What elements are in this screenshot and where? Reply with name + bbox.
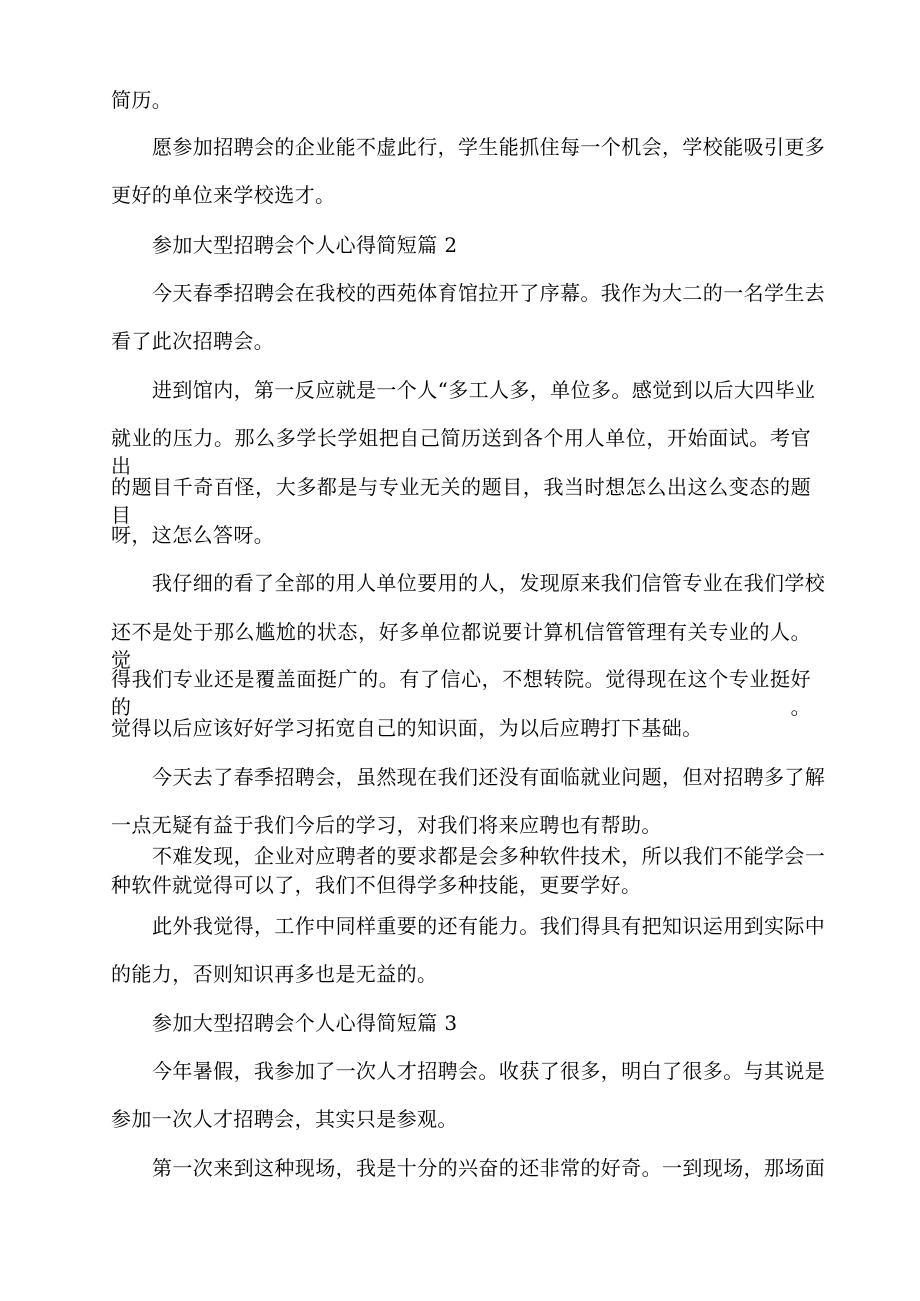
paragraph-line: 今年暑假，我参加了一次人才招聘会。收获了很多，明白了很多。与其说是 <box>152 1059 826 1083</box>
text-line: 还不是处于那么尴尬的状态，好多单位都说要计算机信管管理有关专业的人。觉 <box>111 620 811 672</box>
paragraph-line: 第一次来到这种现场，我是十分的兴奋的还非常的好奇。一到现场，那场面 <box>152 1156 826 1180</box>
text-line: 的题目千奇百怪，大多都是与专业无关的题目，我当时想怎么出这么变态的题目 <box>111 475 811 527</box>
text-line: 看了此次招聘会。 <box>111 329 275 353</box>
section-heading: 参加大型招聘会个人心得简短篇 2 <box>152 233 458 257</box>
text-line: 就业的压力。那么多学长学姐把自己简历送到各个用人单位，开始面试。考官出 <box>111 426 811 478</box>
paragraph-line: 不难发现，企业对应聘者的要求都是会多种软件技术，所以我们不能学会一 <box>152 844 826 868</box>
text-line: 得我们专业还是覆盖面挺广的。有了信心，不想转院。觉得现在这个专业挺好的。 <box>111 667 811 719</box>
paragraph-line: 此外我觉得，工作中同样重要的还有能力。我们得具有把知识运用到实际中 <box>152 914 826 938</box>
text-line: 呀，这怎么答呀。 <box>111 523 275 547</box>
text-line: 简历。 <box>111 88 173 112</box>
text-line: 觉得以后应该好好学习拓宽自己的知识面，为以后应聘打下基础。 <box>111 716 703 740</box>
text-line: 的能力，否则知识再多也是无益的。 <box>111 962 438 986</box>
paragraph-line: 今天去了春季招聘会，虽然现在我们还没有面临就业问题，但对招聘多了解 <box>152 765 826 789</box>
paragraph-line: 今天春季招聘会在我校的西苑体育馆拉开了序幕。我作为大二的一名学生去 <box>152 281 826 305</box>
text-line: 一点无疑有益于我们今后的学习，对我们将来应聘也有帮助。 <box>111 813 662 837</box>
text-line: 种软件就觉得可以了，我们不但得学多种技能，更要学好。 <box>111 873 642 897</box>
paragraph-line: 我仔细的看了全部的用人单位要用的人，发现原来我们信管专业在我们学校 <box>152 571 826 595</box>
paragraph-line: 进到馆内，第一反应就是一个人“多工人多，单位多。感觉到以后大四毕业 <box>152 378 816 402</box>
paragraph-line: 愿参加招聘会的企业能不虚此行，学生能抓住每一个机会，学校能吸引更多 <box>152 135 826 159</box>
text-line: 更好的单位来学校选才。 <box>111 183 336 207</box>
section-heading: 参加大型招聘会个人心得简短篇 3 <box>152 1011 458 1035</box>
text-line: 参加一次人才招聘会，其实只是参观。 <box>111 1107 458 1131</box>
